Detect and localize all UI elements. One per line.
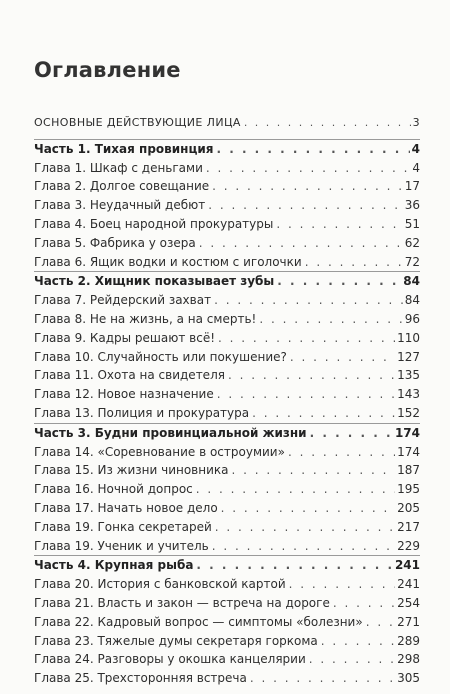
dot-leader bbox=[218, 329, 395, 348]
dot-leader bbox=[214, 291, 403, 310]
toc-chapter-label: Глава 9. Кадры решают всё! bbox=[34, 330, 216, 345]
toc-part-label: Часть 1. Тихая провинция bbox=[34, 141, 214, 156]
toc-chapter-entry bbox=[34, 159, 420, 178]
dot-leader bbox=[321, 632, 395, 651]
toc-part-page: 174 bbox=[394, 425, 420, 440]
toc-chapter-page: 62 bbox=[404, 235, 420, 250]
toc-entry-label: ОСНОВНЫЕ ДЕЙСТВУЮЩИЕ ЛИЦА bbox=[34, 116, 241, 129]
toc-chapter-label: Глава 17. Начать новое дело bbox=[34, 500, 218, 515]
toc-chapter-entry bbox=[34, 480, 420, 499]
table-of-contents bbox=[34, 114, 420, 688]
toc-chapter-entry bbox=[34, 650, 420, 669]
toc-chapter-page: 229 bbox=[397, 538, 420, 553]
toc-chapter-entry bbox=[34, 537, 420, 556]
toc-chapter-label: Глава 19. Гонка секретарей bbox=[34, 519, 212, 534]
toc-chapter-page: 110 bbox=[397, 330, 420, 345]
toc-chapter-page: 205 bbox=[397, 500, 420, 515]
toc-chapter-label: Глава 23. Тяжелые думы секретаря горкома bbox=[34, 633, 318, 648]
toc-chapter-entry bbox=[34, 253, 420, 272]
toc-chapter-label: Глава 13. Полиция и прокуратура bbox=[34, 405, 250, 420]
toc-chapter-entry bbox=[34, 329, 420, 348]
toc-chapter-entry bbox=[34, 215, 420, 234]
dot-leader bbox=[276, 215, 402, 234]
toc-chapter-entry bbox=[34, 310, 420, 329]
toc-chapter-label: Глава 2. Долгое совещание bbox=[34, 179, 210, 194]
toc-chapter-page: 36 bbox=[404, 198, 420, 213]
toc-chapter-entry bbox=[34, 348, 420, 367]
toc-part-page: 4 bbox=[411, 141, 420, 156]
dot-leader bbox=[208, 196, 403, 215]
toc-chapter-page: 298 bbox=[397, 652, 420, 667]
dot-leader bbox=[289, 575, 395, 594]
toc-chapter-label: Глава 22. Кадровый вопрос — симптомы «болезни» bbox=[34, 614, 363, 629]
dot-leader bbox=[250, 669, 395, 688]
toc-chapter-entry bbox=[34, 443, 420, 462]
dot-leader bbox=[244, 114, 411, 133]
toc-chapter-label: Глава 11. Охота на свидетеля bbox=[34, 368, 225, 383]
dot-leader bbox=[333, 594, 395, 613]
toc-chapter-label: Глава 7. Рейдерский захват bbox=[34, 293, 212, 308]
toc-chapter-page: 289 bbox=[397, 633, 420, 648]
toc-chapter-entry bbox=[34, 461, 420, 480]
dot-leader bbox=[221, 499, 395, 518]
dot-leader bbox=[305, 253, 403, 272]
toc-part-entry bbox=[34, 272, 420, 291]
toc-chapter-entry bbox=[34, 499, 420, 518]
toc-chapter-label: Глава 20. История с банковской картой bbox=[34, 577, 286, 592]
toc-chapter-entry bbox=[34, 177, 420, 196]
toc-chapter-label: Глава 1. Шкаф с деньгами bbox=[34, 160, 203, 175]
toc-chapter-page: 4 bbox=[412, 160, 420, 175]
toc-chapter-entry bbox=[34, 632, 420, 651]
toc-part-label: Часть 2. Хищник показывает зубы bbox=[34, 274, 275, 289]
toc-chapter-label: Глава 19. Ученик и учитель bbox=[34, 538, 209, 553]
dot-leader bbox=[217, 385, 395, 404]
toc-chapter-label: Глава 12. Новое назначение bbox=[34, 387, 214, 402]
dot-leader bbox=[228, 366, 395, 385]
toc-part-label: Часть 3. Будни провинциальной жизни bbox=[34, 425, 307, 440]
toc-chapter-entry bbox=[34, 669, 420, 688]
toc-chapter-entry bbox=[34, 613, 420, 632]
toc-chapter-label: Глава 16. Ночной допрос bbox=[34, 482, 193, 497]
toc-part-label: Часть 4. Крупная рыба bbox=[34, 558, 194, 573]
dot-leader bbox=[310, 424, 393, 443]
toc-chapter-label: Глава 10. Случайность или покушение? bbox=[34, 349, 287, 364]
dot-leader bbox=[277, 272, 401, 291]
toc-chapter-entry bbox=[34, 594, 420, 613]
dot-leader bbox=[196, 556, 393, 575]
toc-chapter-page: 271 bbox=[397, 614, 420, 629]
toc-chapter-page: 174 bbox=[397, 444, 420, 459]
toc-chapter-page: 305 bbox=[397, 671, 420, 686]
toc-chapter-page: 254 bbox=[397, 595, 420, 610]
toc-chapter-entry bbox=[34, 404, 420, 423]
dot-leader bbox=[199, 234, 403, 253]
toc-chapter-page: 72 bbox=[404, 254, 420, 269]
toc-chapter-label: Глава 8. Не на жизнь, а на смерть! bbox=[34, 311, 257, 326]
dot-leader bbox=[366, 613, 395, 632]
dot-leader bbox=[215, 518, 395, 537]
dot-leader bbox=[252, 404, 395, 423]
dot-leader bbox=[212, 177, 403, 196]
toc-chapter-page: 143 bbox=[397, 387, 420, 402]
toc-chapter-label: Глава 15. Из жизни чиновника bbox=[34, 463, 229, 478]
toc-chapter-page: 127 bbox=[397, 349, 420, 364]
dot-leader bbox=[216, 140, 409, 159]
toc-part-page: 241 bbox=[394, 558, 420, 573]
dot-leader bbox=[212, 537, 395, 556]
toc-chapter-entry bbox=[34, 518, 420, 537]
toc-chapter-entry bbox=[34, 385, 420, 404]
toc-chapter-label: Глава 6. Ящик водки и костюм с иголочки bbox=[34, 254, 302, 269]
dot-leader bbox=[196, 480, 395, 499]
toc-chapter-page: 96 bbox=[404, 311, 420, 326]
toc-chapter-page: 241 bbox=[397, 577, 420, 592]
toc-chapter-entry bbox=[34, 196, 420, 215]
toc-chapter-page: 17 bbox=[404, 179, 420, 194]
toc-chapter-entry bbox=[34, 234, 420, 253]
toc-part-entry bbox=[34, 556, 420, 575]
toc-chapter-page: 51 bbox=[404, 216, 420, 231]
toc-chapter-entry bbox=[34, 291, 420, 310]
toc-chapter-label: Глава 3. Неудачный дебют bbox=[34, 198, 206, 213]
toc-chapter-label: Глава 25. Трехсторонняя встреча bbox=[34, 671, 247, 686]
dot-leader bbox=[309, 650, 395, 669]
toc-chapter-entry bbox=[34, 575, 420, 594]
toc-chapter-page: 152 bbox=[397, 405, 420, 420]
toc-chapter-label: Глава 14. «Соревнование в остроумии» bbox=[34, 444, 285, 459]
toc-part-page: 84 bbox=[403, 274, 420, 289]
toc-chapter-label: Глава 4. Боец народной прокуратуры bbox=[34, 216, 274, 231]
dot-leader bbox=[232, 461, 396, 480]
toc-chapter-entry bbox=[34, 366, 420, 385]
dot-leader bbox=[288, 443, 395, 462]
toc-part-entry bbox=[34, 140, 420, 159]
toc-part-entry bbox=[34, 424, 420, 443]
toc-chapter-page: 217 bbox=[397, 519, 420, 534]
toc-chapter-label: Глава 21. Власть и закон — встреча на дороге bbox=[34, 595, 330, 610]
toc-chapter-page: 195 bbox=[397, 482, 420, 497]
toc-entry-page: 3 bbox=[412, 116, 420, 129]
toc-chapter-page: 84 bbox=[404, 293, 420, 308]
page-title: Оглавление bbox=[34, 58, 181, 82]
dot-leader bbox=[259, 310, 402, 329]
toc-chapter-page: 135 bbox=[397, 368, 420, 383]
dot-leader bbox=[206, 159, 410, 178]
toc-chapter-label: Глава 5. Фабрика у озера bbox=[34, 235, 196, 250]
toc-intro-entry bbox=[34, 114, 420, 133]
dot-leader bbox=[290, 348, 395, 367]
toc-chapter-label: Глава 24. Разговоры у окошка канцелярии bbox=[34, 652, 306, 667]
toc-chapter-page: 187 bbox=[397, 463, 420, 478]
